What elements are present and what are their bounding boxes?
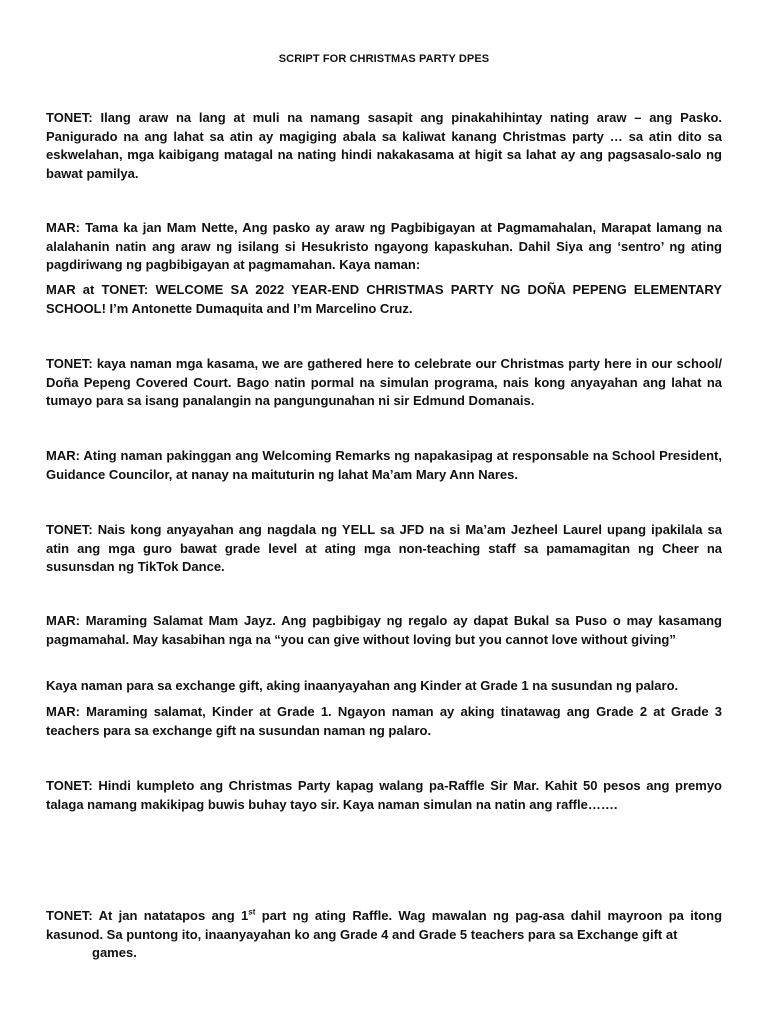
paragraph-tonet-raffle: TONET: Hindi kumpleto ang Christmas Party kapag walang pa-Raffle Sir Mar. Kahit 50 pesos ang premyo talaga namang makikipag buwis buhay tayo sir. Kaya naman simulan na natin ang raffle……. bbox=[46, 778, 722, 812]
paragraph-tonet-gathered: TONET: kaya naman mga kasama, we are gathered here to celebrate our Christmas party here in our school/ Doña Pepeng Covered Court. Bago natin pormal na simulan programa, nais kong anyayahan ang lahat na tumayo para sa isang panalangin na pangungunahan ni sir Edmund Domanais. bbox=[46, 356, 722, 408]
paragraph-kinder-grade1: Kaya naman para sa exchange gift, aking inaanyayahan ang Kinder at Grade 1 na susundan ng palaro. bbox=[46, 678, 679, 693]
paragraph-mar-pasko: MAR: Tama ka jan Mam Nette, Ang pasko ay araw ng Pagbibigayan at Pagmamahalan, Marapat lamang na alalahanin natin ang araw ng isilang si Hesukristo ngayong kapaskuhan. Dahil Siya ang ‘sentro’ ng ating pagdiriwang ng pagbibigayan at pagmamahan. Kaya naman: bbox=[46, 220, 722, 272]
paragraph-mar-remarks: MAR: Ating naman pakinggan ang Welcoming Remarks ng napakasipag at responsable na School President, Guidance Councilor, at nanay na maituturin ng lahat Ma’am Mary Ann Nares. bbox=[46, 448, 722, 482]
ordinal-suffix: st bbox=[248, 907, 256, 917]
paragraph-final-line: games. bbox=[92, 945, 137, 960]
paragraph-text-start: TONET: At jan natatapos ang 1 bbox=[46, 908, 249, 923]
document-title: SCRIPT FOR CHRISTMAS PARTY DPES bbox=[278, 53, 490, 65]
paragraph-tonet-yell: TONET: Nais kong anyayahan ang nagdala ng YELL sa JFD na si Ma’am Jezheel Laurel upang ipakilala sa atin ang mga guro bawat grade level at ating mga non-teaching staff sa pamamagitan ng Cheer na susunsdan ng TikTok Dance. bbox=[46, 522, 722, 574]
paragraph-mar-gift: MAR: Maraming Salamat Mam Jayz. Ang pagbibigay ng regalo ay dapat Bukal sa Puso o may kasamang pagmamahal. May kasabihan nga na “you can give without loving but you cannot love without giving” bbox=[46, 613, 722, 647]
paragraph-mar-grade2-3: MAR: Maraming salamat, Kinder at Grade 1. Ngayon naman ay aking tinatawag ang Grade 2 at Grade 3 teachers para sa exchange gift na susundan naman ng palaro. bbox=[46, 704, 722, 738]
paragraph-tonet-first-part bbox=[46, 907, 722, 963]
paragraph-tonet-intro: TONET: Ilang araw na lang at muli na namang sasapit ang pinakahihintay nating araw – ang Pasko. Panigurado na ang lahat sa atin ay magiging abala sa kaliwat kanang Christmas party … sa atin dito sa eskwelahan, mga kaibigang matagal na nating hindi nakakasama at higit sa lahat ay ang pagsasalo-salo ng bawat pamilya. bbox=[46, 110, 722, 181]
paragraph-welcome: MAR at TONET: WELCOME SA 2022 YEAR-END CHRISTMAS PARTY NG DOÑA PEPENG ELEMENTARY SCHOOL! I’m Antonette Dumaquita and I’m Marcelino Cruz. bbox=[46, 282, 722, 316]
paragraph-text-end: part ng ating Raffle. Wag mawalan ng pag-asa dahil mayroon pa itong kasunod. Sa puntong ito, inaanyayahan ko ang Grade 4 and Grade 5 teachers para sa Exchange gift at bbox=[46, 908, 723, 942]
